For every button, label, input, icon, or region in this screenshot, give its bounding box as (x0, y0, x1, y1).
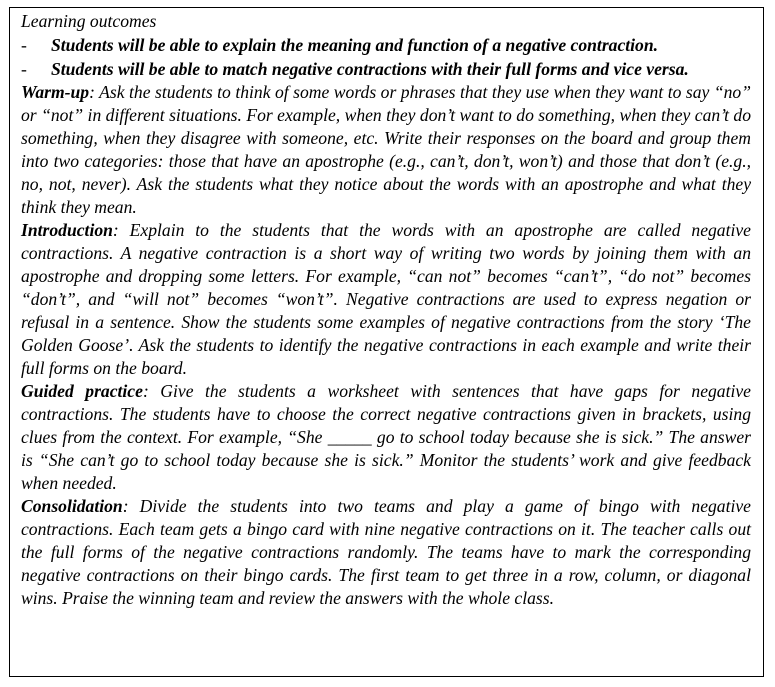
lesson-plan-box (9, 7, 764, 677)
warm-up-text: : Ask the students to think of some words or phrases that they use when they want to say “no” or “not” in different situations. For example, when they don’t want to do something, when they can’t do something, when they disagree with someone, etc. Write their responses on the board and group them into two categories: those that have an apostrophe (e.g., can’t, don’t, won’t) and those that don’t (e.g., no, not, never). Ask the students what they notice about the words with an apostrophe and what they think they mean. (21, 82, 751, 217)
introduction-label: Introduction (21, 220, 113, 240)
consolidation-text: : Divide the students into two teams and play a game of bingo with negative contractions. Each team gets a bingo card with nine negative contractions on it. The teacher calls out the full forms of the negative contractions randomly. The teams have to mark the corresponding negative contractions on their bingo cards. The first team to get three in a row, column, or diagonal wins. Praise the winning team and review the answers with the whole class. (21, 496, 751, 608)
learning-outcomes-list (21, 34, 751, 81)
consolidation-label: Consolidation (21, 496, 123, 516)
guided-practice-text: : Give the students a worksheet with sentences that have gaps for negative contractions. The students have to choose the correct negative contractions given in brackets, using clues from the context. For example, “She _____ go to school today because she is sick.” The answer is “She can’t go to school today because she is sick.” Monitor the students’ work and give feedback when needed. (21, 381, 751, 493)
introduction-section (21, 219, 751, 380)
warm-up-label: Warm-up (21, 82, 90, 102)
learning-outcome-item (21, 34, 751, 57)
warm-up-section (21, 81, 751, 219)
list-dash-marker: - (21, 59, 27, 79)
consolidation-section (21, 495, 751, 610)
learning-outcome-text: Students will be able to match negative contractions with their full forms and vice versa. (51, 59, 689, 79)
list-dash-marker: - (21, 35, 27, 55)
learning-outcomes-heading: Learning outcomes (21, 11, 157, 31)
learning-outcome-item (21, 58, 751, 81)
learning-outcome-text: Students will be able to explain the meaning and function of a negative contraction. (51, 35, 659, 55)
guided-practice-section (21, 380, 751, 495)
introduction-text: : Explain to the students that the words with an apostrophe are called negative contractions. A negative contraction is a short way of writing two words by joining them with an apostrophe and dropping some letters. For example, “can not” becomes “can’t”, “do not” becomes “don’t”, and “will not” becomes “won’t”. Negative contractions are used to express negation or refusal in a sentence. Show the students some examples of negative contractions from the story ‘The Golden Goose’. Ask the students to identify the negative contractions in each example and write their full forms on the board. (21, 220, 751, 378)
guided-practice-label: Guided practice (21, 381, 143, 401)
